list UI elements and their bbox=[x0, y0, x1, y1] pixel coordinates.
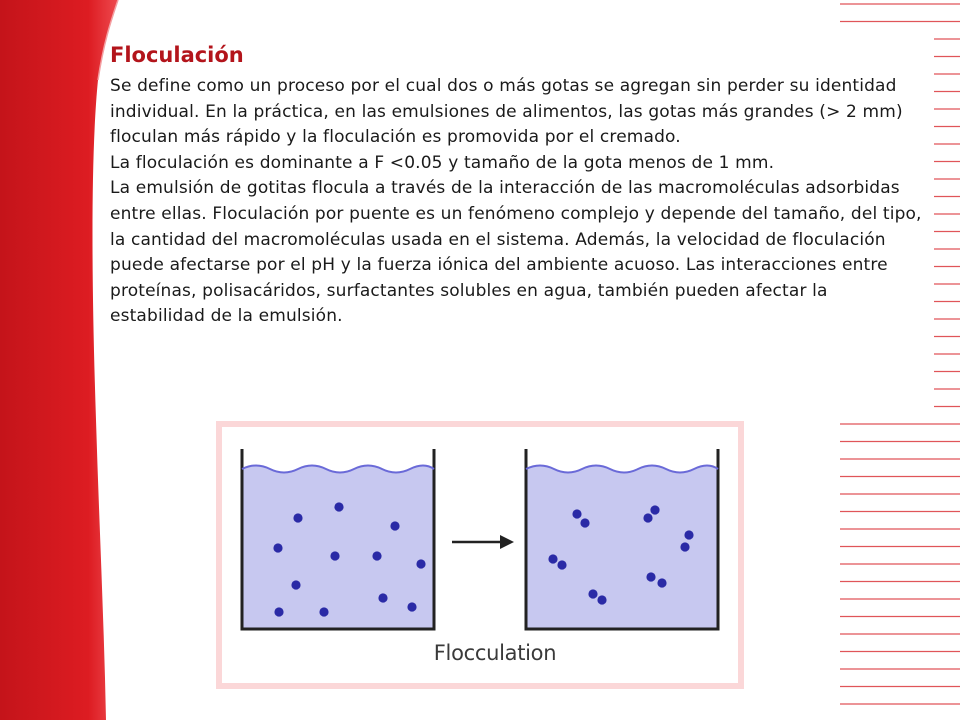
droplet bbox=[548, 554, 557, 563]
droplet bbox=[680, 542, 689, 551]
droplet bbox=[390, 521, 399, 530]
droplet bbox=[643, 513, 652, 522]
droplet bbox=[291, 580, 300, 589]
flocculation-figure bbox=[216, 421, 744, 689]
paragraph-dominance: La floculación es dominante a F <0.05 y tamaño de la gota menos de 1 mm. bbox=[110, 152, 775, 173]
droplet bbox=[334, 502, 343, 511]
droplet bbox=[650, 505, 659, 514]
droplet bbox=[416, 559, 425, 568]
droplet bbox=[372, 551, 381, 560]
droplet bbox=[293, 513, 302, 522]
slide-title: Floculación bbox=[110, 43, 244, 67]
figure-caption: Flocculation bbox=[433, 641, 557, 665]
droplet bbox=[646, 572, 655, 581]
paragraph-definition: Se define como un proceso por el cual dos o más gotas se agregan sin perder su identidad individual. En la práctica, en las emulsiones de alimentos, las gotas más grandes (> 2 mm) floculan más rápido y la floculación es promovida por el cremado. bbox=[110, 76, 903, 148]
figure-panel bbox=[222, 427, 738, 683]
droplet bbox=[273, 543, 282, 552]
droplet bbox=[407, 602, 416, 611]
droplet bbox=[580, 518, 589, 527]
droplet bbox=[684, 530, 693, 539]
droplet bbox=[274, 607, 283, 616]
droplet bbox=[557, 560, 566, 569]
arrow-icon bbox=[452, 535, 514, 549]
slide-text-block bbox=[110, 42, 922, 330]
droplet bbox=[378, 593, 387, 602]
red-swoosh-shape bbox=[0, 0, 118, 720]
droplet bbox=[588, 589, 597, 598]
droplet bbox=[319, 607, 328, 616]
droplet bbox=[597, 595, 606, 604]
droplet bbox=[657, 578, 666, 587]
beaker-before bbox=[242, 449, 434, 629]
droplet bbox=[572, 509, 581, 518]
paragraph-mechanism: La emulsión de gotitas flocula a través de la interacción de las macromoléculas adsorbidas entre ellas. Floculación por puente es un fenómeno complejo y depende del tamaño, del tipo, la cantidad del macromoléculas usada en el sistema. Además, la velocidad de floculación puede afectarse por el pH y la fuerza iónica del ambiente acuoso. Las interacciones entre proteínas, polisacáridos, surfactantes solubles en agua, también pueden afectar la estabilidad de la emulsión. bbox=[110, 178, 922, 327]
droplet bbox=[330, 551, 339, 560]
